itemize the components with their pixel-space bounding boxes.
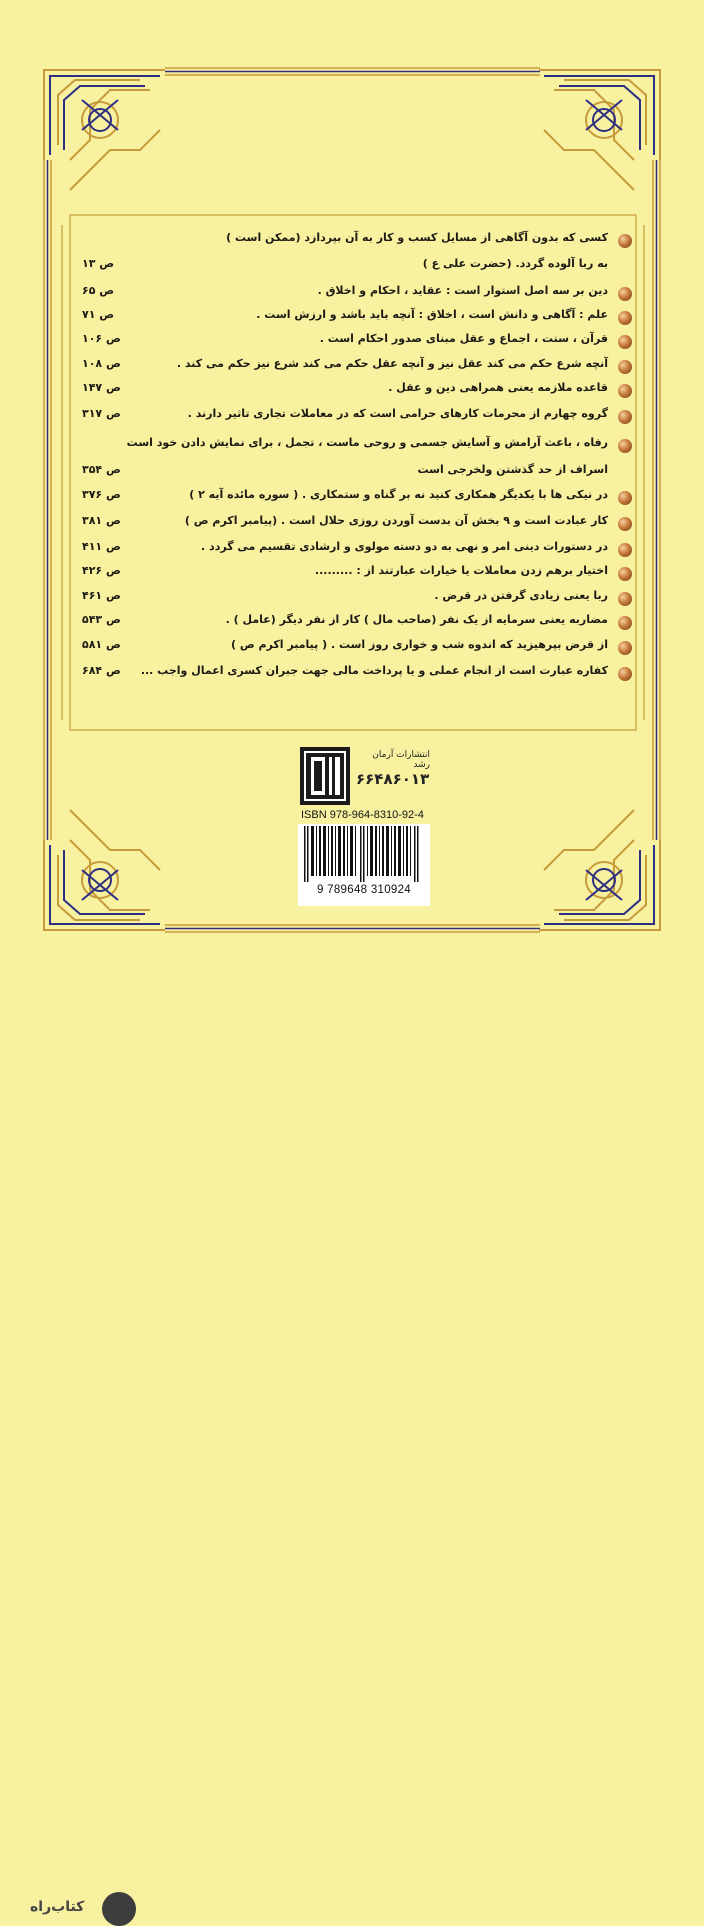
bullet-icon [618,641,632,655]
entry-text: دین بر سه اصل استوار است : عقاید ، احکام و اخلاق . [317,284,608,297]
entry-page: ص ۴۶۱ [82,589,121,602]
list-item [82,433,632,461]
list-item [82,228,632,256]
entry-page: ص ۱۰۸ [82,357,121,370]
entry-text: قاعده ملازمه یعنی همراهی دین و عقل . [388,381,608,394]
entry-text: رفاه ، باعث آرامش و آسایش جسمی و روحی ماست ، تجمل ، برای نمایش دادن خود است [126,436,608,449]
entry-page: ص ۳۵۴ [82,463,121,476]
entry-page: ص ۵۸۱ [82,638,121,651]
entry-page: ص ۷۱ [82,308,115,321]
watermark [14,944,144,1915]
entry-text: از قرض بپرهیزید که اندوه شب و خواری روز است . ( پیامبر اکرم ص ) [231,638,608,651]
entry-text: اسراف از حد گذشتن ولخرجی است [417,463,608,476]
entry-page: ص ۱۴۷ [82,381,121,394]
entry-text: آنچه شرع حکم می کند عقل نیز و آنچه عقل حکم می کند شرع نیز حکم می کند . [176,357,608,370]
entry-page: ص ۴۱۱ [82,540,121,553]
entry-text: گروه چهارم از محرمات کارهای حرامی است که در معاملات تجاری تاثیر دارند . [187,407,608,420]
bullet-icon [618,287,632,301]
book-icon [102,1892,136,1926]
entry-text: مضاربه یعنی سرمایه از یک نفر (صاحب مال ) کار از نفر دیگر (عامل ) . [225,613,608,626]
bullet-icon [618,491,632,505]
entry-page: ص ۴۲۶ [82,564,121,577]
entry-page: ص ۳۱۷ [82,407,121,420]
publisher-logo [300,747,350,805]
publisher-phone: ۶۶۴۸۶۰۱۳ [356,770,430,788]
bullet-icon [618,616,632,630]
bullet-icon [618,667,632,681]
entry-text: در نیکی ها با یکدیگر همکاری کنید نه بر گناه و ستمکاری . ( سوره مائده آیه ۲ ) [189,488,608,501]
entry-page: ص ۵۴۳ [82,613,121,626]
entry-page: ص ۶۸۴ [82,664,121,677]
list-item [82,561,632,589]
entry-page: ص ۳۷۶ [82,488,121,501]
entry-text: ربا یعنی زیادی گرفتن در قرض . [434,589,608,602]
list-item [82,635,632,663]
entry-text: قرآن ، سنت ، اجماع و عقل مبنای صدور احکام است . [319,332,608,345]
list-item [82,460,632,488]
entry-page: ص ۱۳ [82,257,115,270]
entry-text: به ربا آلوده گردد. (حضرت علی ع ) [422,257,608,270]
watermark-text: کتاب‌راه [30,1899,85,1915]
list-item [82,378,632,406]
isbn-digits: 9 789648 310924 [316,884,412,896]
bullet-icon [618,439,632,453]
isbn-label: ISBN 978-964-8310-92-4 [301,809,424,821]
entry-text: علم : آگاهی و دانش است ، اخلاق : آنچه باید باشد و ارزش است . [256,308,608,321]
bullet-icon [618,234,632,248]
bullet-icon [618,335,632,349]
list-item [82,610,632,638]
entry-text: کسی که بدون آگاهی از مسایل کسب و کار به آن بپردازد (ممکن است ) [226,231,608,244]
entry-text: اختیار برهم زدن معاملات یا خیارات عبارتند از : ......... [314,564,608,577]
bullet-icon [618,543,632,557]
list-item [82,511,632,539]
bullet-icon [618,567,632,581]
publisher-name: انتشارات آرمان رشد [372,750,430,770]
entry-page: ص ۳۸۱ [82,514,121,527]
bullet-icon [618,311,632,325]
list-item [82,254,632,282]
list-item [82,404,632,432]
bullet-icon [618,360,632,374]
entry-text: در دستورات دینی امر و نهی به دو دسته مولوی و ارشادی تقسیم می گردد . [201,540,608,553]
entry-page: ص ۱۰۶ [82,332,121,345]
entry-text: کار عبادت است و ۹ بخش آن بدست آوردن روزی حلال است . (پیامبر اکرم ص ) [184,514,608,527]
bullet-icon [618,592,632,606]
list-item [82,485,632,513]
bullet-icon [618,384,632,398]
entry-text: کفاره عبارت است از انجام عملی و یا پرداخت مالی جهت جبران کسری اعمال واجب ... [140,664,608,677]
bullet-icon [618,517,632,531]
bullet-icon [618,410,632,424]
entry-page: ص ۶۵ [82,284,115,297]
list-item [82,661,632,689]
list-item [82,329,632,357]
